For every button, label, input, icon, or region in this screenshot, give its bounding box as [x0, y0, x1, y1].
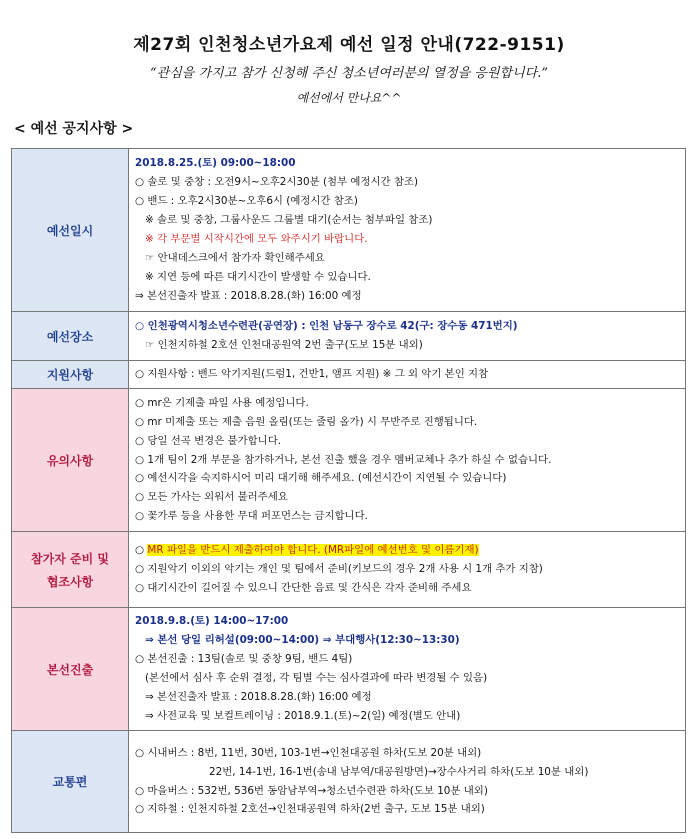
schedule-table [11, 148, 686, 833]
label-support: 지원사항 [12, 361, 129, 389]
list-item: ※ 솔로 및 중창, 그룹사운드 그룹별 대기(순서는 첨부파일 참조) [145, 214, 433, 227]
content-prelim-schedule [129, 149, 686, 312]
list-item: (본선에서 심사 후 순위 결정, 각 팀별 수는 심사결과에 따라 변경될 수 있음) [145, 672, 488, 684]
table-row-prelim-venue [12, 312, 686, 361]
list-item: ⇒ 본선진출자 발표 : 2018.8.28.(화) 16:00 예정 [145, 690, 372, 703]
list-item: ○ 지하철 : 인천지하철 2호선→인천대공원역 하차(2번 출구, 도보 15분 내외) [135, 803, 485, 816]
prelim-date: 2018.8.25.(토) 09:00~18:00 [135, 157, 296, 170]
list-item: ○ 밴드 : 오후2시30분~오후6시 (예정시간 참조) [135, 195, 358, 208]
slogan: “관심을 가지고 참가 신청해 주신 청소년여러분의 열정을 응원합니다.” [150, 66, 548, 81]
page-title: 제27회 인천청소년가요제 예선 일정 안내(722-9151) [133, 35, 565, 55]
circle-bullet: ○ [135, 544, 148, 557]
mr-submit-highlight: MR 파일을 반드시 제출하여야 합니다. (MR파일에 예선번호 및 이름기재) [147, 544, 479, 557]
list-item: ○ 1개 팀이 2개 부문을 참가하거나, 본선 진출 했을 경우 멤버교체나 추가 하실 수 없습니다. [135, 453, 552, 466]
content-participant-prep [129, 532, 686, 608]
table-row-cautions [12, 389, 686, 532]
finals-date: 2018.9.8.(토) 14:00~17:00 [135, 615, 289, 628]
list-item: ○ 꽃가루 등을 사용한 무대 퍼포먼스는 금지합니다. [135, 510, 368, 523]
highlight-line [135, 541, 679, 560]
list-item: ○ 대기시간이 길어질 수 있으니 간단한 음료 및 간식은 각자 준비해 주세요 [135, 581, 472, 594]
list-item: ○ 예선시각을 숙지하시어 미리 대기해 해주세요. (예선시간이 지연될 수 있습니다) [135, 472, 507, 485]
notice-header: < 예선 공지사항 > [14, 121, 134, 137]
content-transport [129, 731, 686, 833]
list-item: ⇒ 본선진출자 발표 : 2018.8.28.(화) 16:00 예정 [135, 289, 362, 302]
label-participant-prep-line1: 참가자 준비 및 [31, 551, 109, 566]
list-item: ○ 지원악기 이외의 악기는 개인 및 팀에서 준비(키보드의 경우 2개 사용 시 1개 추가 지참) [135, 563, 543, 576]
list-item: ○ 지원사항 : 밴드 악기지원(드럼1, 건반1, 앰프 지원) ※ 그 외 악기 본인 지참 [135, 368, 489, 381]
list-item: ○ 마을버스 : 532번, 536번 동암남부역→청소년수련관 하차(도보 10분 내외) [135, 784, 488, 797]
list-item: ○ 솔로 및 중창 : 오전9시~오후2시30분 (첨부 예정시간 참조) [135, 176, 418, 189]
list-item: ○ 당일 선곡 변경은 불가합니다. [135, 434, 282, 447]
table-row-finals [12, 608, 686, 731]
content-prelim-venue [129, 312, 686, 361]
label-prelim-schedule: 예선일시 [12, 149, 129, 312]
table-row-prelim-schedule [12, 149, 686, 312]
warning-note: ※ 각 부문별 시작시간에 모두 와주시기 바랍니다. [145, 233, 368, 245]
list-item: ※ 지연 등에 따른 대기시간이 발생할 수 있습니다. [145, 270, 371, 283]
label-finals: 본선진출 [12, 608, 129, 731]
list-item: 22번, 14-1번, 16-1번(송내 남부역/대공원방면)→장수사거리 하차(도보 10분 내외) [209, 765, 589, 778]
greeting: 예선에서 만나요^^ [296, 91, 402, 105]
list-item: ○ mr 미제출 또는 제출 음원 올림(또는 줄림 올가) 시 무반주로 진행됩니다. [135, 415, 478, 428]
label-prelim-venue: 예선장소 [12, 312, 129, 361]
list-item: ○ 본선진출 : 13팀(솔로 및 중창 9팀, 밴드 4팀) [135, 653, 353, 666]
label-cautions: 유의사항 [12, 389, 129, 532]
list-item: ○ 모든 가사는 외워서 불러주세요 [135, 491, 288, 504]
label-transport: 교통편 [12, 731, 129, 833]
table-row-transport [12, 731, 686, 833]
label-participant-prep-line2: 협조사항 [46, 574, 94, 589]
venue-address: ○ 인천광역시청소년수련관(공연장) : 인천 남동구 장수로 42(구: 장수동 471번지) [135, 320, 518, 333]
content-cautions [129, 389, 686, 532]
list-item: ○ 시내버스 : 8번, 11번, 30번, 103-1번→인천대공원 하차(도보 20분 내외) [135, 746, 482, 759]
list-item: ☞ 안내데스크에서 참가자 확인해주세요 [145, 251, 325, 264]
content-support [129, 361, 686, 389]
list-item: ○ mr은 기제출 파일 사용 예정입니다. [135, 396, 309, 409]
label-participant-prep [12, 532, 129, 608]
content-finals [129, 608, 686, 731]
finals-rehearsal: ⇒ 본선 당일 리허설(09:00~14:00) ⇒ 부대행사(12:30~13:30) [145, 634, 460, 647]
table-row-participant-prep [12, 532, 686, 608]
list-item: ☞ 인천지하철 2호선 인천대공원역 2번 출구(도보 15분 내외) [145, 339, 423, 351]
list-item: ⇒ 사전교육 및 보컬트레이닝 : 2018.9.1.(토)~2(일) 예정(별도 안내) [145, 709, 461, 722]
table-row-support [12, 361, 686, 389]
